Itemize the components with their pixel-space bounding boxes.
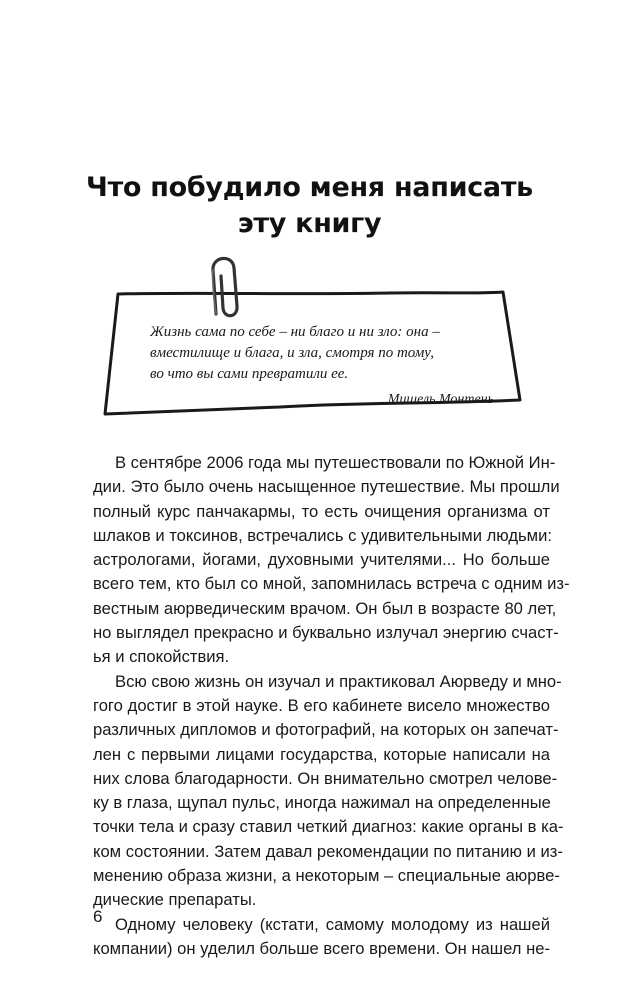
body-line: гого достиг в этой науке. В его кабинете висело множество — [93, 695, 550, 715]
body-line: астрологами, йогами, духовными учителями... Но больше — [93, 550, 550, 570]
body-line: В сентябре 2006 года мы путешествовали по Южной Ин- — [115, 453, 556, 472]
body-line: ку в глаза, щупал пульс, иногда нажимал на определенные — [93, 793, 551, 813]
epigraph-author: Мишель Монтень — [387, 392, 494, 407]
body-line: менению образа жизни, а некоторым – специальные аюрве- — [93, 866, 560, 886]
body-line: ья и спокойствия. — [93, 647, 230, 667]
page-number: 6 — [93, 907, 103, 926]
body-line: шлаков и токсинов, встречались с удивительными людьми: — [93, 525, 552, 545]
body-line: дические препараты. — [93, 890, 257, 910]
body-line: ком состоянии. Затем давал рекомендации по питанию и из- — [93, 841, 563, 861]
body-line: Всю свою жизнь он изучал и практиковал Аюрведу и мно- — [115, 671, 562, 691]
chapter-title-line-1: Что побудило меня написать — [86, 172, 533, 203]
body-line: различных дипломов и фотографий, на которых он запечат- — [93, 720, 559, 740]
body-line: точки тела и сразу ставил четкий диагноз: какие органы в ка- — [93, 817, 564, 837]
body-line: них слова благодарности. Он внимательно смотрел челове- — [93, 768, 558, 788]
epigraph-quote — [150, 322, 490, 385]
chapter-title — [0, 170, 619, 242]
body-line: полный курс панчакармы, то есть очищения организма от — [93, 501, 550, 521]
body-line: но выглядел прекрасно и буквально излучал энергию счаст- — [93, 623, 559, 643]
body-text — [93, 451, 570, 961]
epigraph-line-2: вместилище и блага, и зла, смотря по тому, — [150, 345, 434, 361]
body-line: дии. Это было очень насыщенное путешествие. Мы прошли — [93, 477, 560, 497]
body-line: Одному человеку (кстати, самому молодому из нашей — [115, 914, 550, 934]
body-line: компании) он уделил больше всего времени. Он нашел не- — [93, 938, 550, 958]
epigraph-line-3: во что вы сами превратили ее. — [150, 366, 349, 382]
body-line: лен с первыми лицами государства, которые написали на — [93, 744, 550, 764]
body-line: вестным аюрведическим врачом. Он был в возрасте 80 лет, — [93, 598, 557, 618]
body-line: всего тем, кто был со мной, запомнилась встреча с одним из- — [93, 574, 570, 594]
epigraph-line-1: Жизнь сама по себе – ни благо и ни зло: она – — [150, 324, 440, 340]
chapter-title-line-2: эту книгу — [237, 208, 382, 239]
